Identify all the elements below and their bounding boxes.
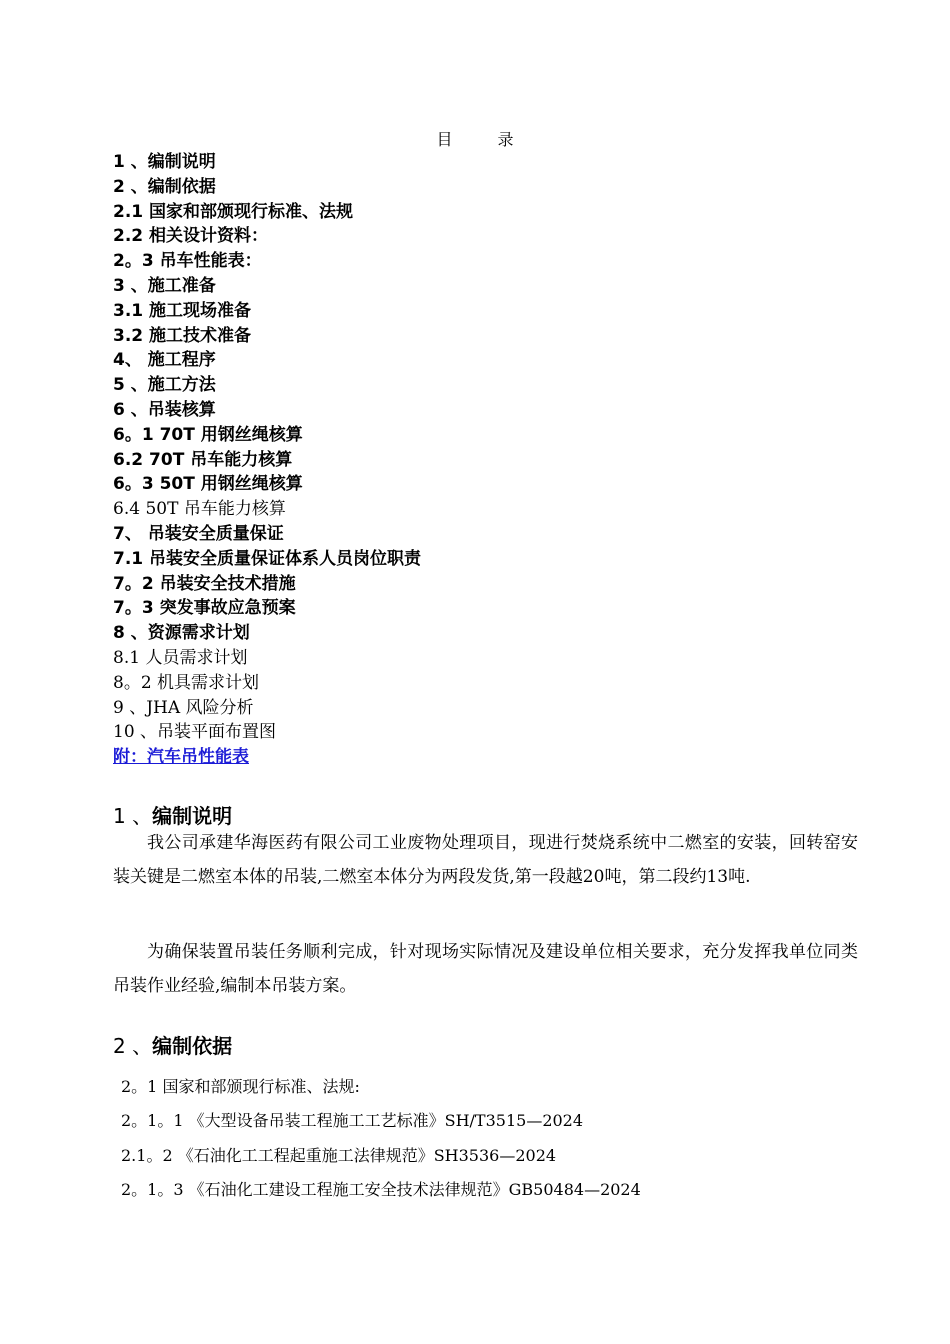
toc-item: 7。3 突发事故应急预案 xyxy=(113,598,296,619)
toc-item: 10 、吊装平面布置图 xyxy=(113,722,277,743)
toc-item: 7、 吊装安全质量保证 xyxy=(113,523,284,544)
toc-item: 6 、吊装核算 xyxy=(113,399,216,420)
section-2-heading xyxy=(113,1030,232,1059)
toc-item: 2 、编制依据 xyxy=(113,176,216,197)
standard-line: 2。1。1 《大型设备吊装工程施工工艺标准》SH/T3515—2024 xyxy=(121,1111,584,1130)
standard-line: 2.1。2 《石油化工工程起重施工法律规范》SH3536—2024 xyxy=(121,1146,557,1165)
toc-item: 3.2 施工技术准备 xyxy=(113,325,252,346)
toc-item: 7.1 吊装安全质量保证体系人员岗位职责 xyxy=(113,548,422,569)
section-number: 1 、 xyxy=(113,804,153,828)
toc-item: 2.1 国家和部颁现行标准、法规 xyxy=(113,201,354,222)
toc-link-appendix[interactable]: 附：汽车吊性能表 xyxy=(113,747,249,768)
toc-item: 5 、施工方法 xyxy=(113,375,216,396)
toc-item: 4、 施工程序 xyxy=(113,350,216,371)
toc-item: 3.1 施工现场准备 xyxy=(113,300,252,321)
toc-item: 6。1 70T 用钢丝绳核算 xyxy=(113,424,303,445)
section-title: 编制说明 xyxy=(152,804,233,828)
standard-line: 2。1。3 《石油化工建设工程施工安全技术法律规范》GB50484—2024 xyxy=(121,1180,641,1199)
toc-item: 2。3 吊车性能表： xyxy=(113,251,262,272)
toc-item: 6。3 50T 用钢丝绳核算 xyxy=(113,474,303,495)
section-1-paragraph-1: 我公司承建华海医药有限公司工业废物处理项目，现进行焚烧系统中二燃室的安装，回转窑安装关键是二燃室本体的吊装,二燃室本体分为两段发货,第一段越20吨，第二段约13吨. xyxy=(113,833,858,887)
toc-item: 9 、JHA 风险分析 xyxy=(113,697,254,718)
toc-item: 2.2 相关设计资料： xyxy=(113,226,269,247)
toc-item: 8 、资源需求计划 xyxy=(113,623,250,644)
toc-item: 7。2 吊装安全技术措施 xyxy=(113,573,296,594)
toc-title: 目 录 xyxy=(436,130,534,149)
toc-item: 8。2 机具需求计划 xyxy=(113,672,260,693)
toc-item: 6.4 50T 吊车能力核算 xyxy=(113,499,286,520)
toc-item: 3 、施工准备 xyxy=(113,275,216,296)
table-of-contents xyxy=(113,150,873,770)
toc-item: 6.2 70T 吊车能力核算 xyxy=(113,449,293,470)
section-number: 2 、 xyxy=(113,1034,153,1058)
standard-line: 2。1 国家和部颁现行标准、法规: xyxy=(121,1077,360,1096)
section-1-heading xyxy=(113,800,232,829)
section-title: 编制依据 xyxy=(152,1034,233,1058)
section-1-paragraph-2: 为确保装置吊装任务顺利完成，针对现场实际情况及建设单位相关要求，充分发挥我单位同类吊装作业经验,编制本吊装方案。 xyxy=(113,942,858,996)
toc-item: 8.1 人员需求计划 xyxy=(113,647,248,668)
toc-item: 1 、编制说明 xyxy=(113,152,216,172)
